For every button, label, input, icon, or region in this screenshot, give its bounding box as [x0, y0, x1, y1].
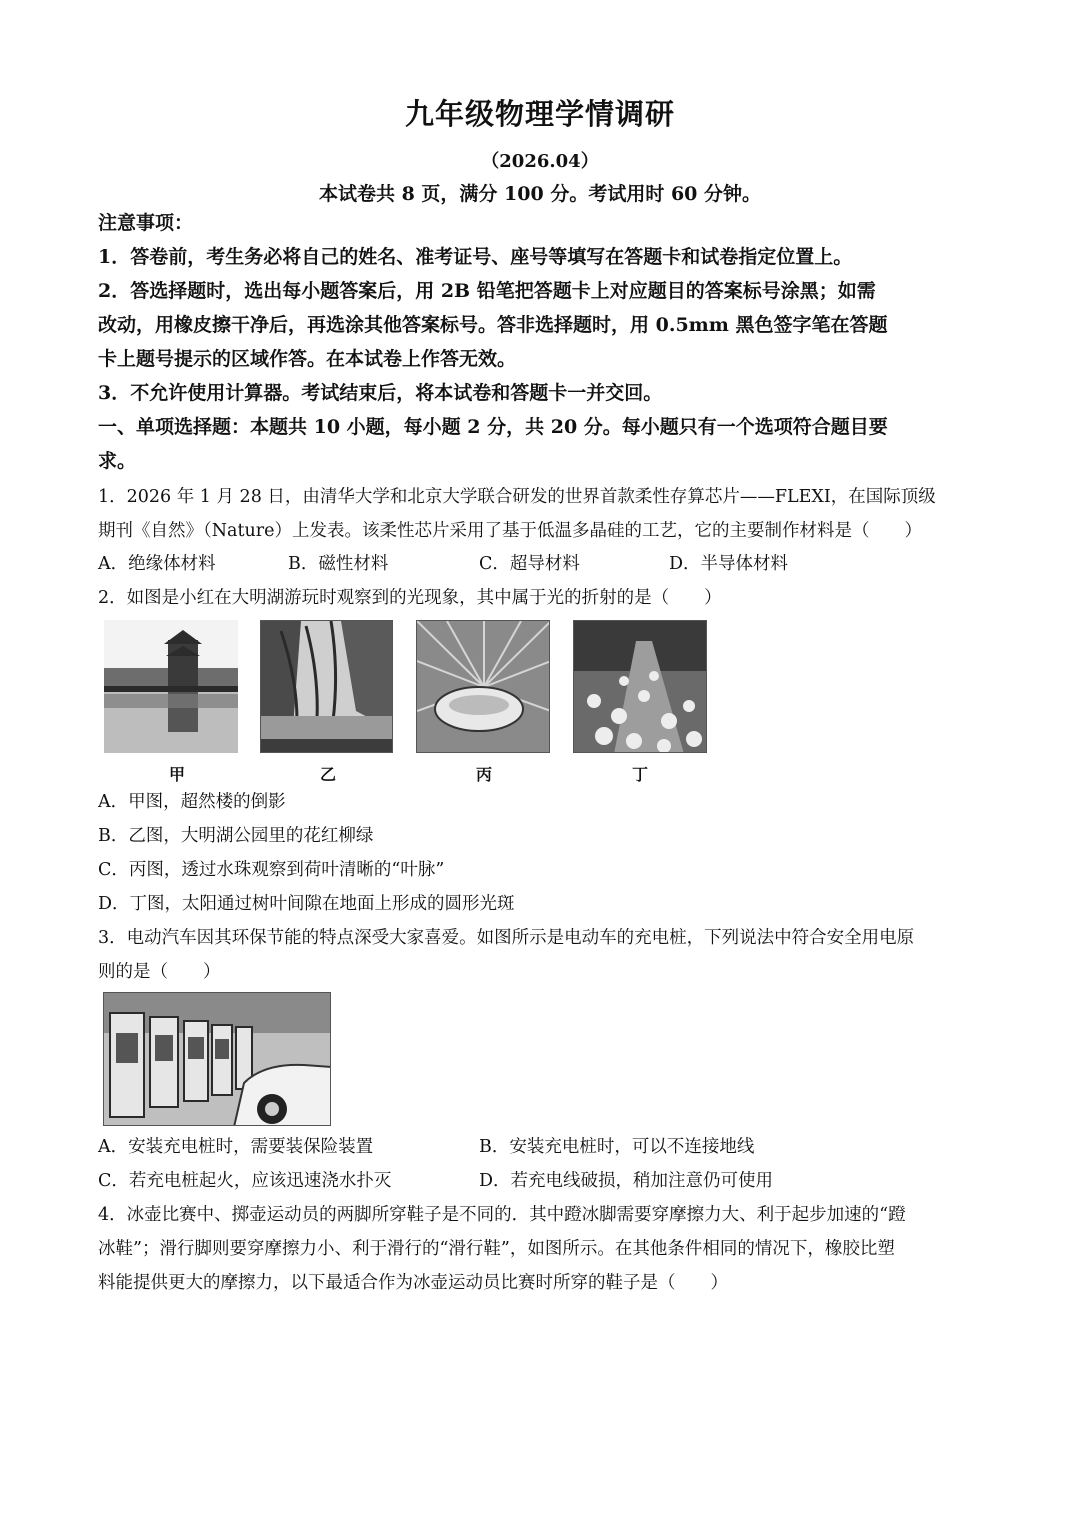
q2-option-c: C．丙图，透过水珠观察到荷叶清晰的“叶脉” [98, 860, 445, 880]
image-label-bing: 丙 [475, 765, 492, 784]
q2-option-d: D．丁图，太阳通过树叶间隙在地面上形成的圆形光斑 [98, 894, 515, 914]
question-4 [98, 1198, 988, 1300]
image-label-ding: 丁 [631, 765, 648, 784]
question-3-line-1: 3．电动汽车因其环保节能的特点深受大家喜爱。如图所示是电动车的充电桩，下列说法中符合安全用电原 [98, 928, 915, 948]
section-heading-line-1: 一、单项选择题：本题共 10 小题，每小题 2 分，共 20 分。每小题只有一个选项符合题目要 [98, 416, 888, 438]
notice-item-2-line-2: 改动，用橡皮擦干净后，再选涂其他答案标号。答非选择题时，用 0.5mm 黑色签字笔在答题 [98, 314, 888, 336]
question-1-line-2: 期刊《自然》（Nature）上发表。该柔性芯片采用了基于低温多晶硅的工艺，它的主要制作材料是（ ） [98, 521, 923, 541]
question-2-stem: 2．如图是小红在大明湖游玩时观察到的光现象，其中属于光的折射的是（ ） [98, 588, 722, 608]
q2-option-a: A．甲图，超然楼的倒影 [98, 792, 286, 812]
image-yi-willows [260, 620, 393, 753]
notice-item-2-line-3: 卡上题号提示的区域作答。在本试卷上作答无效。 [98, 348, 517, 370]
notice-heading: 注意事项： [98, 212, 194, 234]
image-charging-piles [103, 992, 331, 1126]
exam-date: （2026.04） [481, 151, 599, 172]
q1-option-d: D．半导体材料 [669, 554, 789, 574]
exam-subtitle: 本试卷共 8 页，满分 100 分。考试用时 60 分钟。 [318, 183, 761, 205]
q3-option-a: A．安装充电桩时，需要装保险装置 [98, 1137, 374, 1157]
question-4-line-1: 4．冰壶比赛中、掷壶运动员的两脚所穿鞋子是不同的．其中蹬冰脚需要穿摩擦力大、利于起步加速的“蹬 [98, 1205, 906, 1225]
image-label-jia: 甲 [168, 765, 185, 784]
notice-item-1: 1．答卷前，考生务必将自己的姓名、准考证号、座号等填写在答题卡和试卷指定位置上。 [98, 246, 853, 268]
notice-item-3: 3．不允许使用计算器。考试结束后，将本试卷和答题卡一并交回。 [98, 382, 663, 404]
image-bing-lotus-water-drop [416, 620, 550, 753]
question-1 [98, 480, 988, 548]
image-label-yi: 乙 [319, 765, 336, 784]
notice-item-2-line-1: 2．答选择题时，选出每小题答案后，用 2B 铅笔把答题卡上对应题目的答案标号涂黑；如需 [98, 280, 876, 302]
question-2 [98, 581, 988, 615]
question-4-line-3: 料能提供更大的摩擦力，以下最适合作为冰壶运动员比赛时所穿的鞋子是（ ） [98, 1273, 728, 1293]
image-jia-pavilion-reflection [104, 620, 238, 753]
q3-option-b: B．安装充电桩时，可以不连接地线 [479, 1137, 755, 1157]
image-ding-light-spots [573, 620, 707, 753]
q1-option-c: C．超导材料 [479, 554, 580, 574]
question-1-options [98, 547, 898, 581]
q2-option-b: B．乙图，大明湖公园里的花红柳绿 [98, 826, 374, 846]
q3-option-d: D．若充电线破损，稍加注意仍可使用 [479, 1171, 774, 1191]
notice-section [98, 206, 988, 478]
q1-option-b: B．磁性材料 [288, 554, 389, 574]
question-4-line-2: 冰鞋”；滑行脚则要穿摩擦力小、利于滑行的“滑行鞋”，如图所示。在其他条件相同的情况下，橡胶比塑 [98, 1239, 895, 1259]
section-heading-line-2: 求。 [98, 450, 137, 472]
question-3-options-row-1 [98, 1130, 898, 1164]
question-2-options [98, 785, 988, 921]
question-3 [98, 921, 988, 989]
q3-option-c: C．若充电桩起火，应该迅速浇水扑灭 [98, 1171, 392, 1191]
page-title: 九年级物理学情调研 [404, 97, 675, 131]
q1-option-a: A．绝缘体材料 [98, 554, 216, 574]
question-3-line-2: 则的是（ ） [98, 962, 221, 982]
question-3-options-row-2 [98, 1164, 898, 1198]
question-1-line-1: 1．2026 年 1 月 28 日，由清华大学和北京大学联合研发的世界首款柔性存算芯片——FLEXI，在国际顶级 [98, 487, 936, 507]
